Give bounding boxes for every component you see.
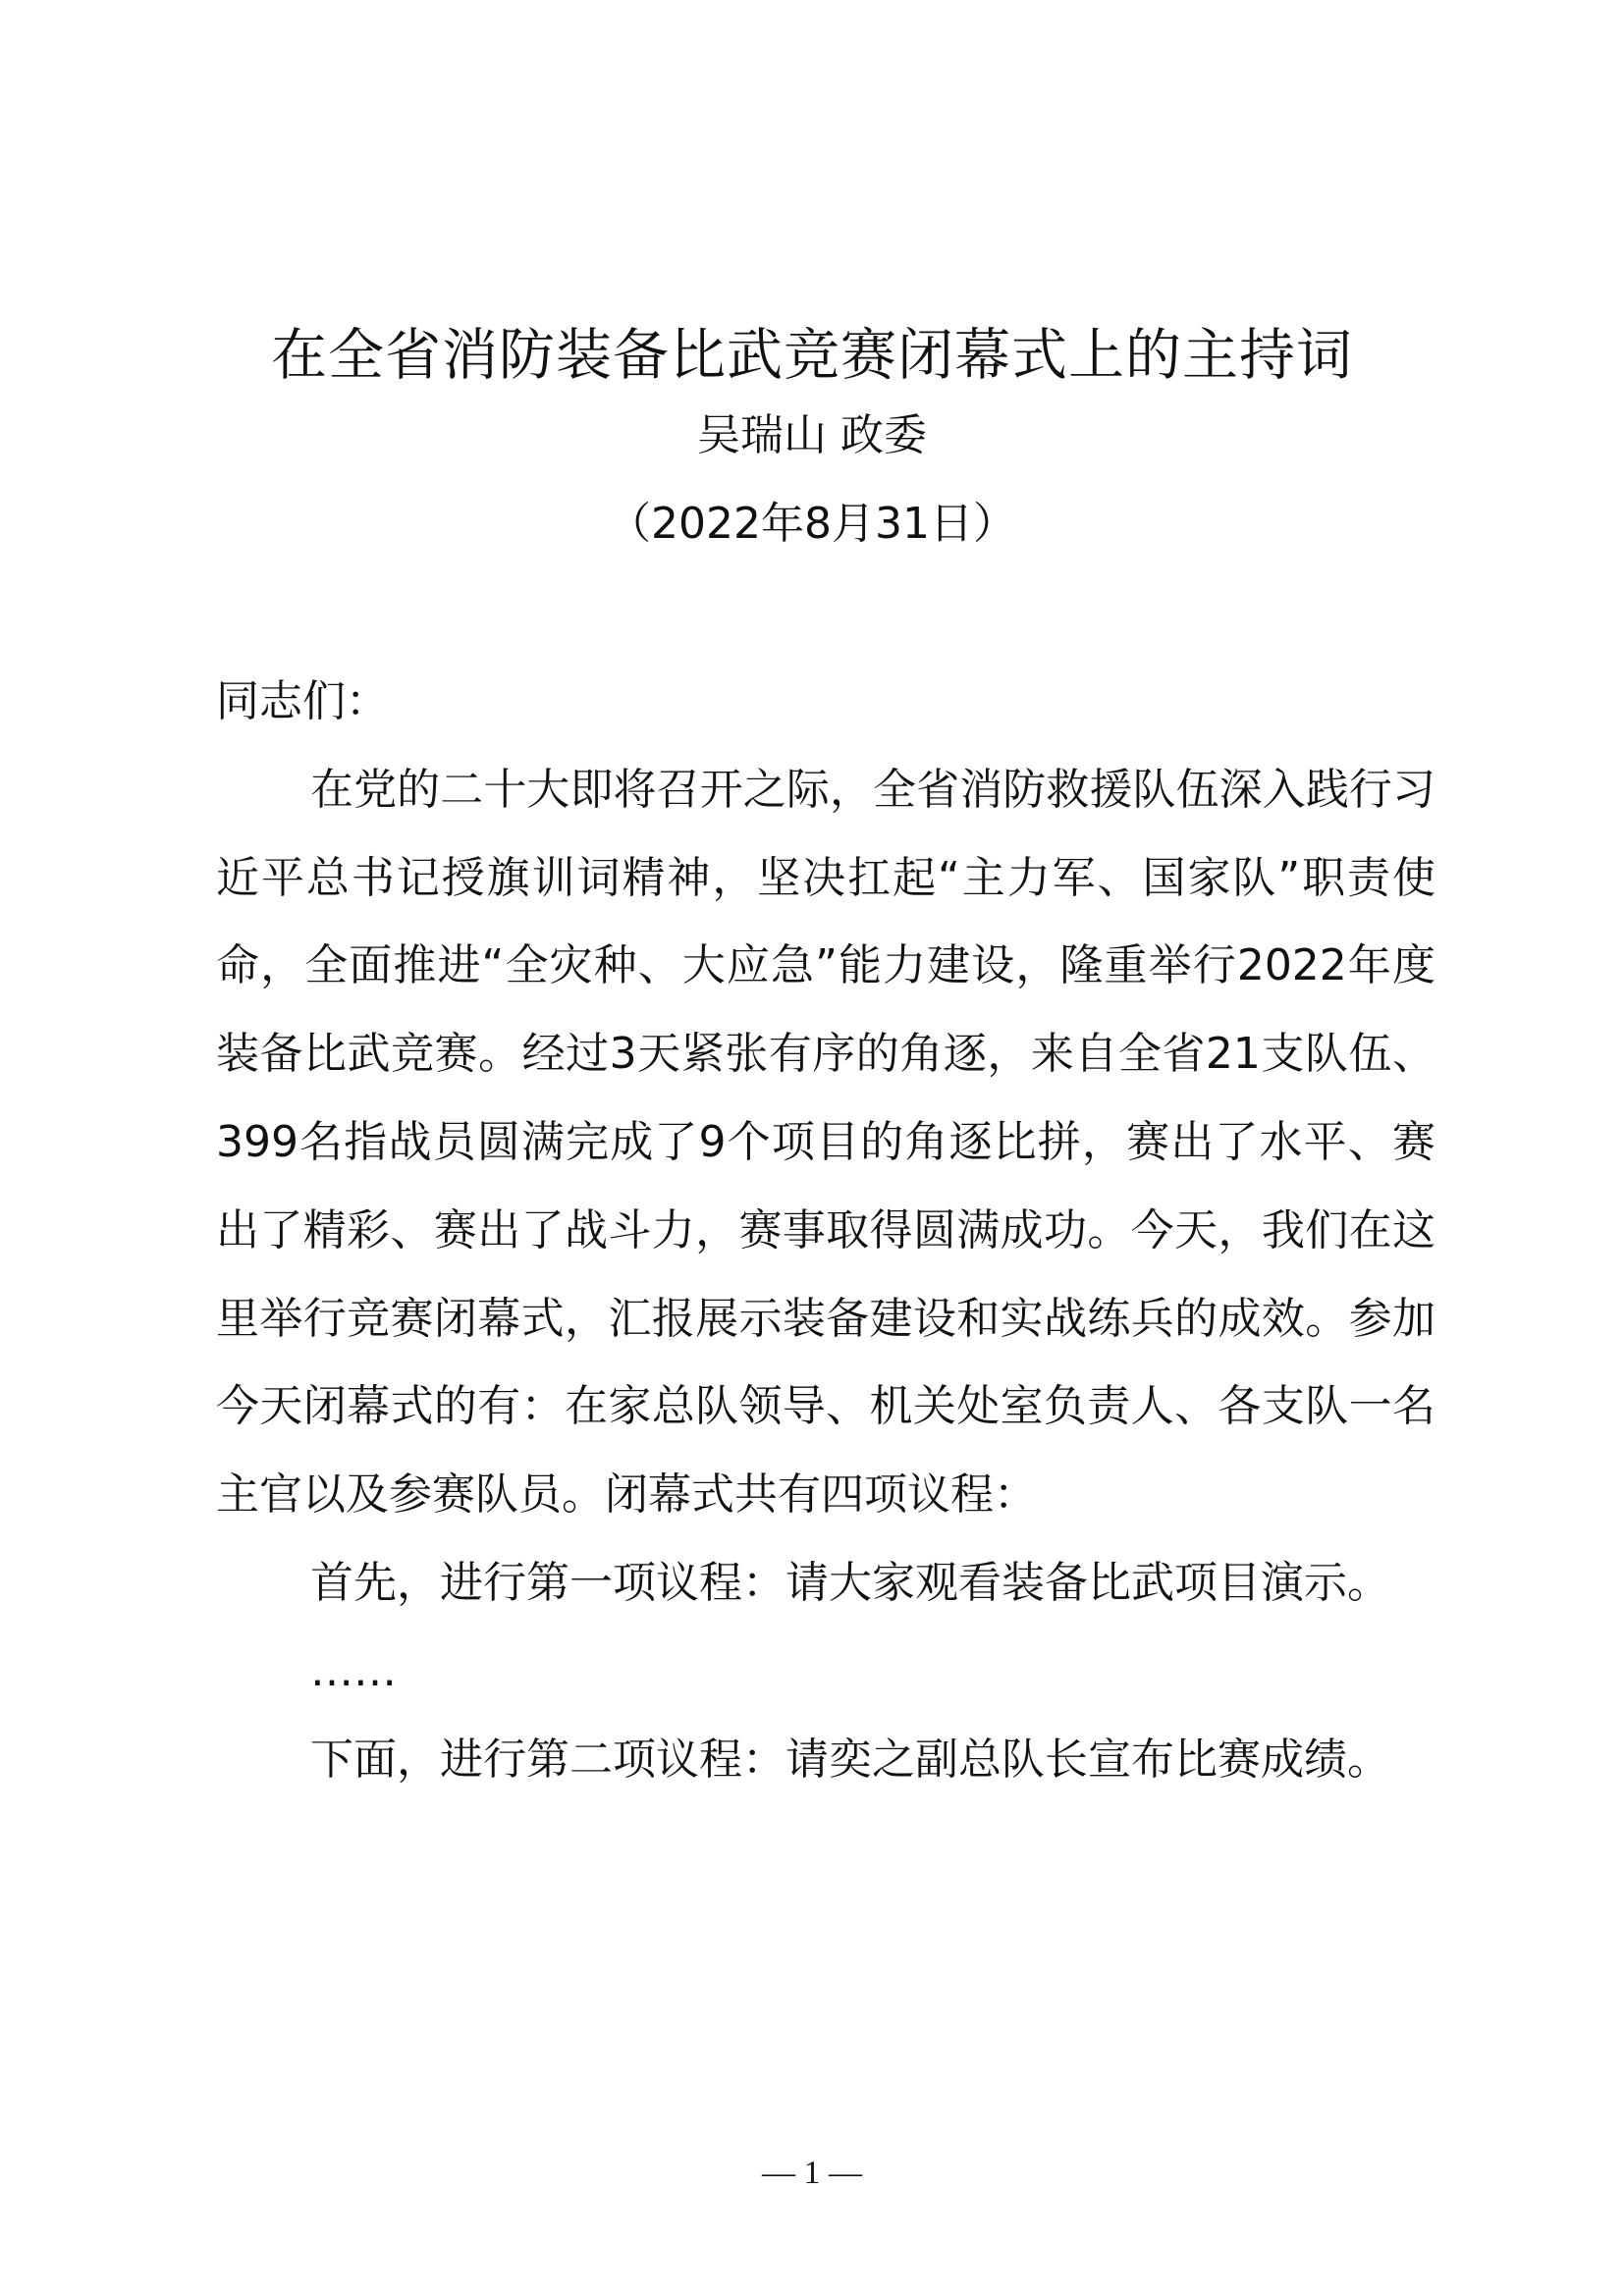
paragraph-ellipsis: …… <box>310 1645 397 1696</box>
paragraph-intro: 在党的二十大即将召开之际，全省消防救援队伍深入践行习近平总书记授旗训词精神，坚决扛起“主力军、国家队”职责使命，全面推进“全灾种、大应急”能力建设，隆重举行2022年度装备比武竞赛。经过3天紧张有序的角逐，来自全省21支队伍、399名指战员圆满完成了9个项目的角逐比拼，赛出了水平、赛出了精彩、赛出了战斗力，赛事取得圆满成功。今天，我们在这里举行竞赛闭幕式，汇报展示装备建设和实战练兵的成效。参加今天闭幕式的有：在家总队领导、机关处室负责人、各支队一名主官以及参赛队员。闭幕式共有四项议程： <box>216 764 1435 1521</box>
paragraph-agenda-one: 首先，进行第一项议程：请大家观看装备比武项目演示。 <box>310 1557 1390 1608</box>
page-number: — 1 — <box>762 2155 862 2191</box>
paragraph-agenda-two: 下面，进行第二项议程：请奕之副总队长宣布比赛成绩。 <box>310 1734 1390 1785</box>
author-line: 吴瑞山 政委 <box>697 410 927 460</box>
date-line: （2022年8月31日） <box>608 499 1016 549</box>
document-title: 在全省消防装备比武竞赛闭幕式上的主持词 <box>271 323 1353 388</box>
salutation: 同志们： <box>216 676 389 726</box>
document-body <box>216 658 1435 1803</box>
